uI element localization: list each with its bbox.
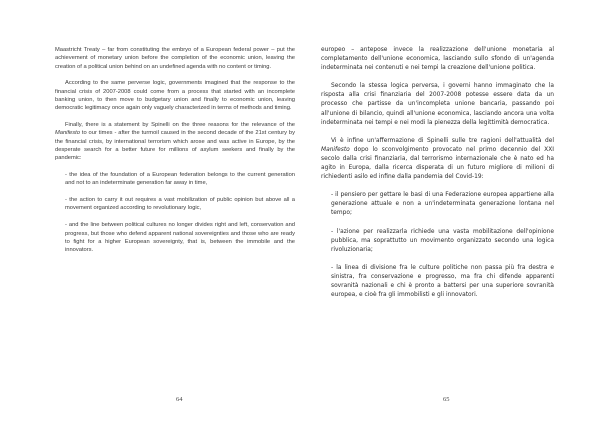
left-paragraph-3-end: to our times - after the turmoil caused in the second decade of the 21st century by the financial crisis, by international terrorism which arose and was active in Europe, by the desperate search for a better future for millions of asylum seekers and finally by the pandemic:: [55, 130, 295, 162]
right-paragraph-1: europeo – antepose invece la realizzazione dell'unione monetaria al completamento dell'unione economica, lasciando sullo sfondo di un'agenda indeterminata nei contenuti e nei tempi la creazione dell'unione politica.: [321, 47, 554, 72]
right-paragraph-2: Secondo la stessa logica perversa, i governi hanno immaginato che la risposta alla crisi finanziaria del 2007-2008 potesse essere data da un processo che partisse da un'incompleta unione bancaria, passando poi all'unione di bilancio, quindi all'unione economica, lasciando ancora una volta indeterminata nei tempi e nei modi la pienezza della legittimità democratica.: [321, 83, 554, 126]
left-paragraph-3: [55, 121, 295, 162]
left-bullet-3: - and the line between political cultures no longer divides right and left, conservation and progress, but those who defend apparent national sovereignties and those who are ready to fight for a higher European sovereignty, that is, between the immobile and the innovators.: [65, 222, 295, 254]
right-page-number: 65: [443, 396, 450, 403]
left-page: [55, 46, 295, 254]
right-paragraph-3-end: dopo lo sconvolgimento provocato nel primo decennio del XXI secolo dalla crisi finanziaria, dal terrorismo internazionale che è nato ed ha agito in Europa, dalla ricerca disperata di un futuro migliore di milioni di richiedenti asilo ed infine dalla pandemia del Covid-19:: [321, 146, 554, 181]
left-bullet-1: - the idea of the foundation of a European federation belongs to the current generation and not to an indeterminate generation far away in time,: [65, 172, 295, 187]
left-manifesto-title: Manifesto: [55, 130, 80, 137]
right-bullet-2: - l'azione per realizzarla richiede una vasta mobilitazione dell'opinione pubblica, ma soprattutto un movimento organizzato secondo una logica rivoluzionaria;: [331, 228, 554, 253]
right-bullet-1: - il pensiero per gettare le basi di una Federazione europea appartiene alla generazione attuale e non a un'indeterminata generazione lontana nel tempo;: [331, 192, 554, 217]
left-bullet-2: - the action to carry it out requires a vast mobilization of public opinion but above all a movement organized according to revolutionary logic,: [65, 197, 295, 212]
left-paragraph-2: According to the same perverse logic, governments imagined that the response to the financial crisis of 2007-2008 could come from a process that started with an incomplete banking union, to then move to budgetary union and finally to economic union, leaving democratic legitimacy once again only vaguely characterized in terms of methods and timing.: [55, 80, 295, 112]
right-paragraph-3: [321, 137, 554, 182]
right-page: [321, 46, 554, 300]
left-paragraph-1: Maastricht Treaty – far from constituting the embryo of a European federal power – put the achievement of monetary union before the completion of the economic union, leaving the creation of a political union behind on an undefined agenda with no content or timing.: [55, 47, 295, 70]
right-manifesto-title: Manifesto: [321, 146, 350, 153]
left-page-number: 64: [176, 396, 183, 403]
right-bullet-3: - la linea di divisione fra le culture politiche non passa più fra destra e sinistra, fra conservazione e progresso, ma fra chi difende apparenti sovranità nazionali e chi è pronto a battersi per una superiore sovranità europea, e cioè fra gli immobilisti e gli innovatori.: [331, 264, 554, 299]
left-paragraph-3-start: Finally, there is a statement by Spinelli on the three reasons for the relevance of the: [65, 122, 295, 129]
right-paragraph-3-start: Vi è infine un'affermazione di Spinelli sulle tre ragioni dell'attualità del: [331, 137, 554, 144]
